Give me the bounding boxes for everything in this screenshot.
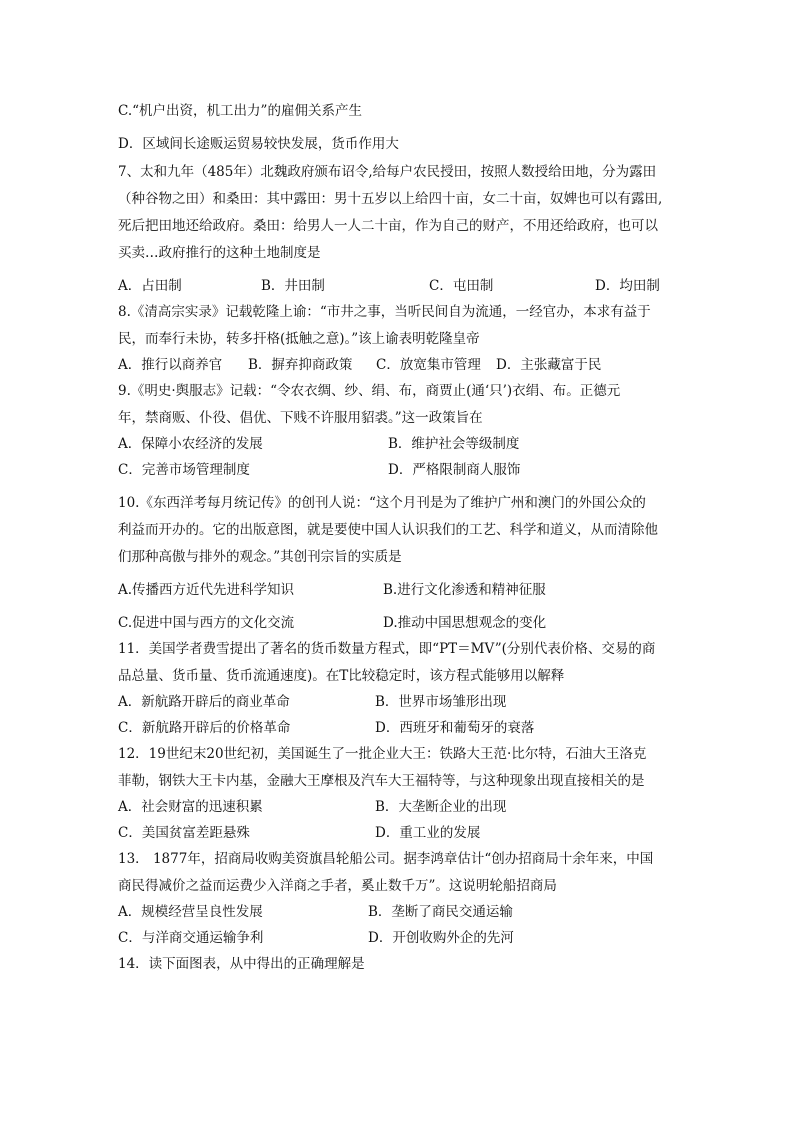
option-a: A．推行以商养官 [118,357,223,373]
question-12-line: 菲勒，钢铁大王卡内基，金融大王摩根及汽车大王福特等，与这种现象出现直接相关的是 [118,773,645,789]
question-13-options [118,902,678,922]
option-d: D．开创收购外企的先河 [368,930,514,946]
question-12-line: 12．19世纪末20世纪初，美国诞生了一批企业大王：铁路大王范·比尔特，石油大王洛克 [118,746,647,762]
question-9-options [118,434,678,454]
question-10-options [118,580,678,600]
question-10-line: 利益而开办的。它的出版意图，就是要使中国人认识我们的工艺、科学和道义，从而清除他 [118,522,658,538]
option-a: A．新航路开辟后的商业革命 [118,694,290,710]
question-7-line: （种谷物之田）和桑田：其中露田：男十五岁以上给四十亩，女二十亩，奴婢也可以有露田, [118,191,663,207]
question-11-options-row2 [118,718,678,738]
q6-option-d: D．区域间长途贩运贸易较快发展，货币作用大 [118,136,399,152]
question-7-line: 买卖…政府推行的这种土地制度是 [118,245,321,261]
question-9-line: 9.《明史·舆服志》记载：“令农衣绸、纱、绢、布，商贾止(通‘只’)衣绢、布。正德元 [118,383,621,399]
question-11-line: 品总量、货币量、货币流通速度)。在T比较稳定时，该方程式能够用以解释 [118,668,565,684]
question-13-options-row2 [118,928,678,948]
question-12-options [118,797,678,817]
q6-option-c: C.“机户出资，机工出力”的雇佣关系产生 [118,103,362,119]
question-9-line: 年，禁商贩、仆役、倡优、下贱不许服用貂裘。”这一政策旨在 [118,410,483,426]
option-a: A．规模经营呈良性发展 [118,904,263,920]
option-d: D．主张藏富于民 [496,357,602,373]
option-c: C．屯田制 [429,278,494,294]
option-c: C．与洋商交通运输争利 [118,930,264,946]
question-7-line: 7、太和九年（485年）北魏政府颁布诏令,给每户农民授田，按照人数授给田地，分为露田 [118,164,657,180]
option-b: B．垄断了商民交通运输 [368,904,513,920]
option-b: B．大垄断企业的出现 [375,799,507,815]
question-8-options [118,355,678,375]
option-b: B．井田制 [261,278,325,294]
question-14: 14．读下面图表，从中得出的正确理解是 [118,956,365,972]
question-9 [118,381,678,428]
option-d: D．重工业的发展 [375,825,481,841]
option-c: C．完善市场管理制度 [118,462,250,478]
option-b: B.进行文化渗透和精神征服 [383,582,546,598]
option-b: B．世界市场雏形出现 [375,694,507,710]
question-13-line: 商民得减价之益而运费少入洋商之手者，奚止数千万”。这说明轮船招商局 [118,878,557,894]
option-a: A．占田制 [118,278,182,294]
option-d: D.推动中国思想观念的变化 [383,615,547,631]
option-a: A.传播西方近代先进科学知识 [118,582,295,598]
question-11-options [118,692,678,712]
option-c: C．放宽集市管理 [376,357,481,373]
question-8-line: 8.《清高宗实录》记载乾隆上谕：“市井之事，当听民间自为流通，一经官办，本求有益于 [118,304,651,320]
question-10-line: 10.《东西洋考每月统记传》的创刊人说：“这个月刊是为了维护广州和澳门的外国公众的 [118,495,646,511]
option-c: C．美国贫富差距悬殊 [118,825,250,841]
question-13 [118,849,678,896]
option-b: B．维护社会等级制度 [388,436,520,452]
question-11-line: 11．美国学者费雪提出了著名的货币数量方程式，即“PT＝MV”(分别代表价格、交易的商 [118,641,656,657]
question-10-options-row2 [118,613,678,633]
question-8-line: 民，而奉行未协，转多扞格(抵触之意)。”该上谕表明乾隆皇帝 [118,331,480,347]
question-13-line: 13． 1877年，招商局收购美资旗昌轮船公司。据李鸿章估计“创办招商局十余年来，中国 [118,851,654,867]
question-7 [118,162,678,263]
exam-page [118,101,678,974]
option-b: B．摒弃抑商政策 [248,357,353,373]
question-10-line: 们那种高傲与排外的观念。”其创刊宗旨的实质是 [118,549,402,565]
option-d: D．严格限制商人服饰 [388,462,521,478]
option-a: A．保障小农经济的发展 [118,436,263,452]
option-d: D．均田制 [595,278,660,294]
option-d: D．西班牙和葡萄牙的衰落 [375,720,535,736]
question-7-line: 死后把田地还给政府。桑田：给男人一人二十亩，作为自己的财产，不用还给政府，也可以 [118,218,658,234]
option-c: C.促进中国与西方的文化交流 [118,615,295,631]
question-9-options-row2 [118,460,678,480]
question-8 [118,302,678,349]
option-c: C．新航路开辟后的价格革命 [118,720,291,736]
question-12 [118,744,678,791]
question-10 [118,493,678,567]
question-12-options-row2 [118,823,678,843]
option-a: A．社会财富的迅速积累 [118,799,263,815]
question-7-options [118,276,678,296]
question-11 [118,639,678,686]
